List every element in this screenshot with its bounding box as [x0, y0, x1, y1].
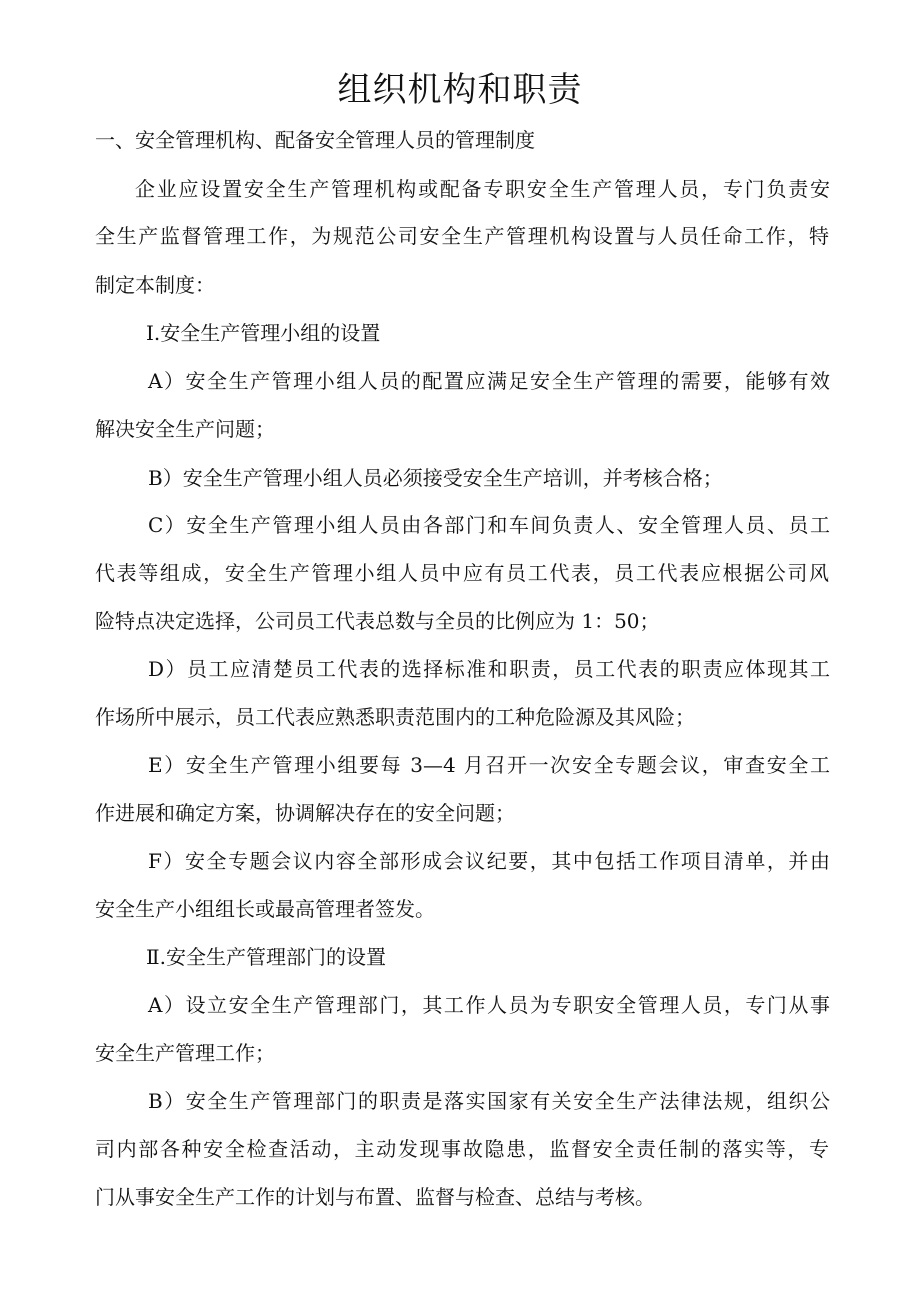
- part1-a-line-2: 解决安全生产问题；: [95, 417, 275, 441]
- part1-c-line-3: 险特点决定选择，公司员工代表总数与全员的比例应为 1：50；: [95, 609, 660, 633]
- part1-f-line-2: 安全生产小组组长或最高管理者签发。: [95, 897, 435, 921]
- intro-line-1: 企业应设置安全生产管理机构或配备专职安全生产管理人员，专门负责安: [135, 177, 830, 201]
- intro-line-2: 全生产监督管理工作，为规范公司安全生产管理机构设置与人员任命工作，特: [95, 224, 829, 248]
- part1-a-line-1: A）安全生产管理小组人员的配置应满足安全生产管理的需要，能够有效: [148, 369, 830, 393]
- part1-e-line-2: 作进展和确定方案，协调解决存在的安全问题；: [95, 801, 515, 825]
- part2-b-line-3: 门从事安全生产工作的计划与布置、监督与检查、总结与考核。: [95, 1185, 655, 1209]
- part2-b-line-2: 司内部各种安全检查活动，主动发现事故隐患，监督安全责任制的落实等，专: [95, 1137, 829, 1161]
- part1-heading: Ⅰ.安全生产管理小组的设置: [146, 321, 381, 345]
- part1-d-line-1: D）员工应清楚员工代表的选择标准和职责，员工代表的职责应体现其工: [148, 657, 830, 681]
- part2-heading: Ⅱ.安全生产管理部门的设置: [146, 945, 386, 969]
- part1-c-line-1: C）安全生产管理小组人员由各部门和车间负责人、安全管理人员、员工: [148, 513, 830, 537]
- intro-line-3: 制定本制度：: [95, 273, 215, 297]
- part2-a-line-2: 安全生产管理工作；: [95, 1041, 275, 1065]
- part1-b-line-1: B）安全生产管理小组人员必须接受安全生产培训，并考核合格；: [148, 466, 723, 490]
- part1-f-line-1: F）安全专题会议内容全部形成会议纪要，其中包括工作项目清单，并由: [148, 849, 830, 873]
- part1-c-line-2: 代表等组成，安全生产管理小组人员中应有员工代表，员工代表应根据公司风: [95, 561, 829, 585]
- document-title: 组织机构和职责: [337, 70, 583, 110]
- part1-d-line-2: 作场所中展示，员工代表应熟悉职责范围内的工种危险源及其风险；: [95, 705, 695, 729]
- part2-a-line-1: A）设立安全生产管理部门，其工作人员为专职安全管理人员，专门从事: [148, 993, 830, 1017]
- part1-e-line-1: E）安全生产管理小组要每 3—4 月召开一次安全专题会议，审查安全工: [148, 753, 830, 777]
- section-heading: 一、安全管理机构、配备安全管理人员的管理制度: [95, 128, 535, 152]
- part2-b-line-1: B）安全生产管理部门的职责是落实国家有关安全生产法律法规，组织公: [148, 1089, 830, 1113]
